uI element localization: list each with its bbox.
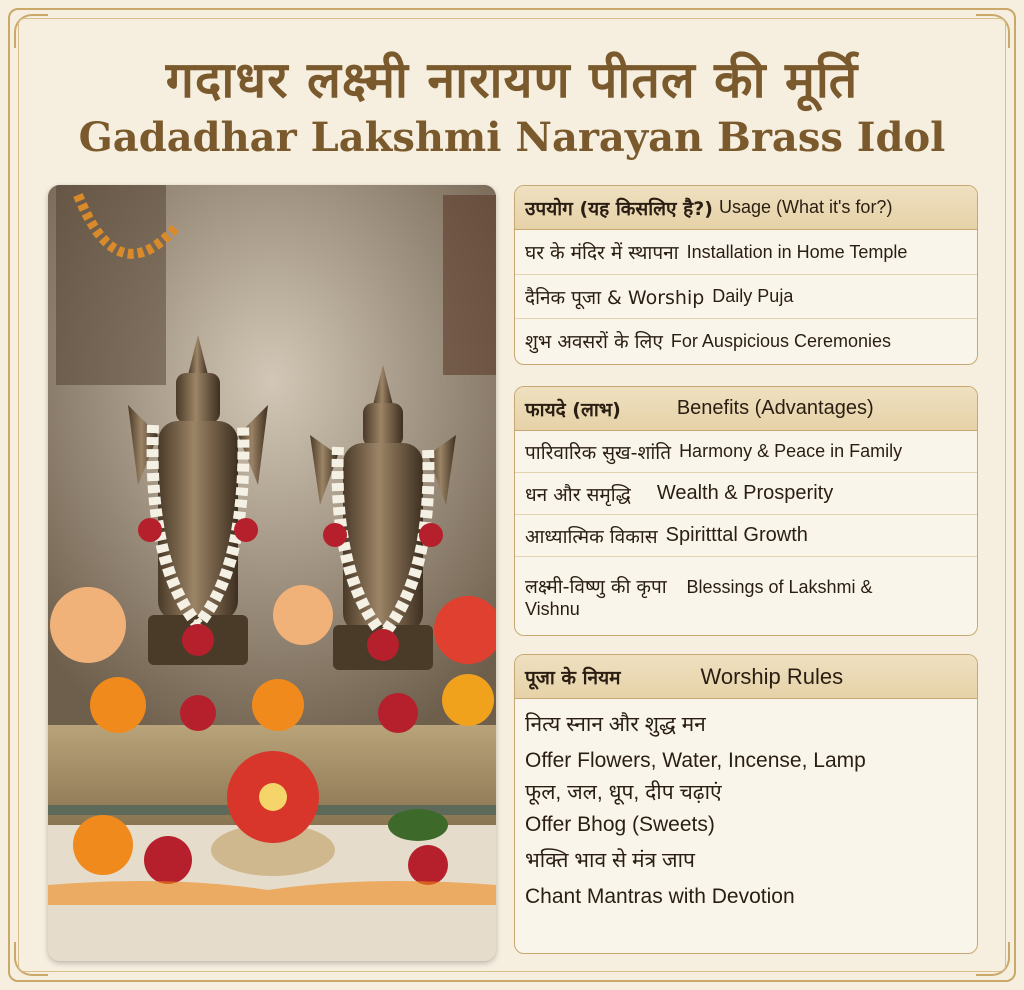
usage-heading-english: Usage (What it's for?) [718, 197, 893, 217]
worship-rule-line: Chant Mantras with Devotion [525, 885, 795, 908]
benefits-heading-hindi: फायदे (लाभ) [525, 398, 621, 421]
worship-rules-heading-hindi: पूजा के नियम [525, 666, 621, 689]
benefit-item-english: Spiritttal Growth [665, 524, 808, 546]
benefit-item-hindi: लक्ष्मी-विष्णु की कृपा [525, 575, 667, 598]
usage-item-hindi: घर के मंदिर में स्थापना [525, 242, 679, 264]
worship-rules-panel-header [515, 655, 977, 699]
benefit-item [515, 473, 977, 515]
usage-item [515, 230, 977, 275]
worship-rule-line: Offer Bhog (Sweets) [525, 813, 715, 836]
usage-item-english: Installation in Home Temple [686, 241, 908, 262]
benefit-item-english: Harmony & Peace in Family [679, 441, 903, 461]
usage-item-english: For Auspicious Ceremonies [670, 330, 892, 351]
worship-rule-line: फूल, जल, धूप, दीप चढ़ाएं [525, 781, 722, 804]
benefits-panel-header [515, 387, 977, 431]
benefit-item-english-continued: Vishnu [525, 598, 580, 619]
benefit-item-hindi: आध्यात्मिक विकास [525, 525, 658, 548]
usage-item [515, 275, 977, 319]
usage-item-hindi: शुभ अवसरों के लिए [525, 331, 663, 353]
usage-item [515, 319, 977, 363]
worship-rules-heading-english: Worship Rules [700, 663, 844, 689]
title-english: Gadadhar Lakshmi Narayan Brass Idol [78, 114, 946, 161]
benefit-item [515, 557, 977, 635]
benefit-item-hindi: पारिवारिक सुख-शांति [525, 441, 672, 464]
usage-panel [514, 185, 978, 365]
usage-item-english: Daily Puja [712, 286, 794, 306]
benefits-heading-english: Benefits (Advantages) [676, 397, 874, 419]
worship-rule-line: Offer Flowers, Water, Incense, Lamp [525, 749, 866, 772]
benefit-item-english: Wealth & Prosperity [656, 482, 834, 504]
usage-item-hindi: दैनिक पूजा & Worship [525, 286, 705, 309]
usage-panel-header [515, 186, 977, 230]
usage-heading-hindi: उपयोग (यह किसलिए है?) [525, 197, 713, 220]
benefit-item-english: Blessings of Lakshmi & [686, 576, 873, 597]
title-hindi: गदाधर लक्ष्मी नारायण पीतल की मूर्ति [165, 51, 859, 109]
worship-rule-line: भक्ति भाव से मंत्र जाप [525, 849, 695, 872]
product-photo [48, 185, 496, 961]
benefit-item-hindi: धन और समृद्धि [525, 483, 631, 506]
worship-rule-line: नित्य स्नान और शुद्ध मन [525, 713, 706, 736]
benefits-panel [514, 386, 978, 636]
benefit-item [515, 431, 977, 473]
worship-rules-panel [514, 654, 978, 954]
benefit-item [515, 515, 977, 557]
